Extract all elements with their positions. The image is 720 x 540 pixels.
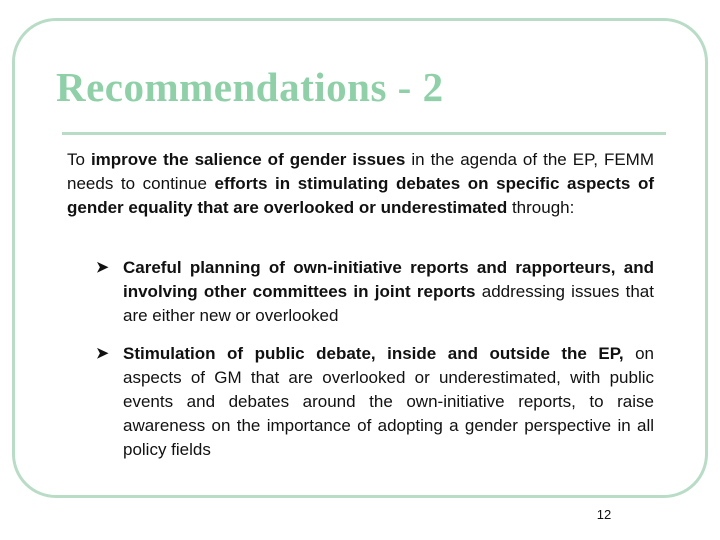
intro-text: To	[67, 150, 91, 169]
bullet-emphasis: Stimulation of public debate, inside and outside the EP,	[123, 344, 624, 363]
list-item	[96, 256, 654, 328]
page-number: 12	[596, 507, 612, 522]
intro-emphasis: efforts in stimulating debates on specific aspects of gender equality that are overlooked or underestimated	[67, 174, 654, 217]
arrow-right-icon: ➤	[96, 259, 109, 276]
intro-emphasis: improve the salience of gender issues	[90, 150, 406, 169]
bullet-emphasis: Careful planning of own-initiative reports and rapporteurs, and involving other committees in joint reports	[123, 258, 654, 301]
intro-text: in the agenda of the EP, FEMM needs to continue	[67, 150, 654, 193]
list-item	[96, 342, 654, 462]
arrow-right-icon: ➤	[96, 345, 109, 362]
bullet-text: addressing issues that are either new or overlooked	[123, 282, 654, 325]
intro-paragraph	[67, 148, 654, 220]
intro-text: through:	[507, 198, 575, 217]
slide-title: Recommendations - 2	[56, 64, 444, 110]
title-divider	[62, 132, 666, 135]
recommendation-list	[96, 256, 654, 476]
bullet-text: on aspects of GM that are overlooked or underestimated, with public events and debates around the own-initiative reports, to raise awareness on the importance of adopting a gender perspective in all policy fields	[123, 344, 654, 459]
